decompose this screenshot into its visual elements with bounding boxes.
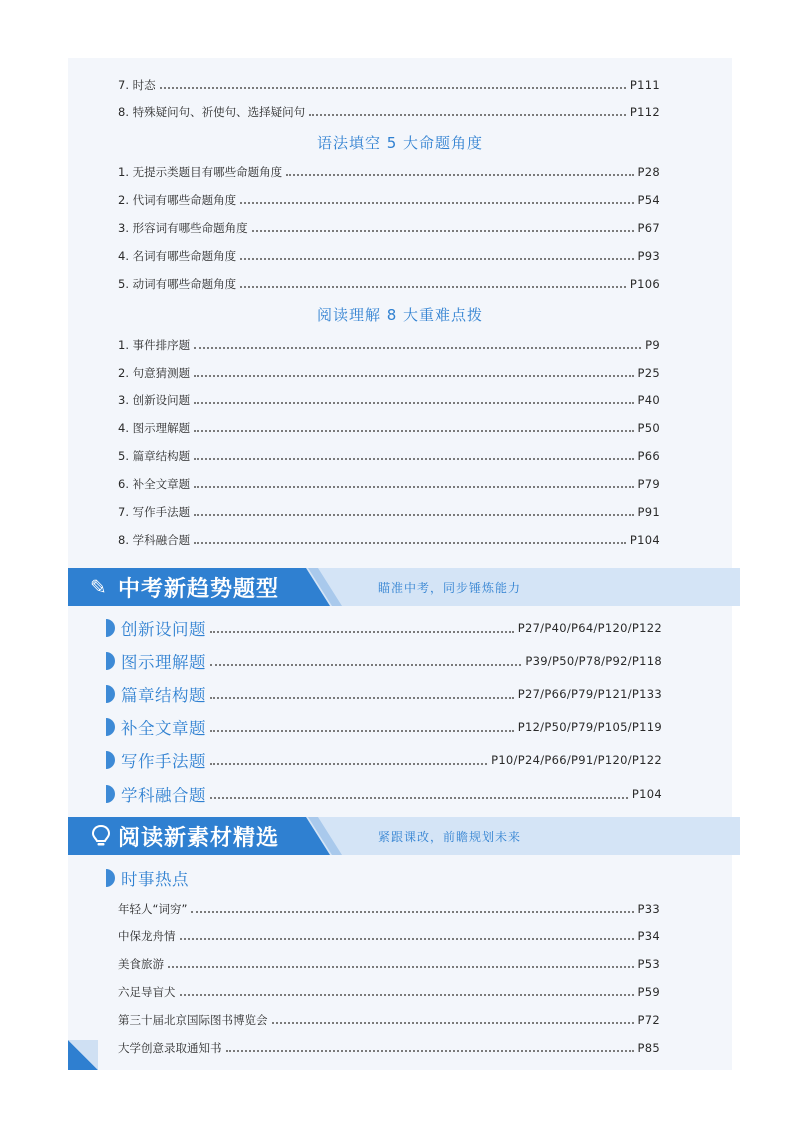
bullet-marker	[106, 652, 115, 670]
toc-row[interactable]	[118, 1038, 660, 1058]
toc-page: P54	[637, 193, 660, 207]
toc-label: 2. 句意猜测题	[118, 366, 191, 380]
toc-page: P93	[637, 249, 660, 263]
leader-dots	[194, 486, 633, 488]
toc-label: 3. 形容词有哪些命题角度	[118, 221, 248, 235]
section-heading-reading: 阅读理解 8 大重难点拨	[316, 306, 484, 324]
toc-page: P25	[637, 366, 660, 380]
leader-dots	[191, 911, 633, 913]
toc-page: P34	[637, 929, 660, 943]
toc-page: P28	[637, 165, 660, 179]
leader-dots	[210, 631, 514, 633]
leader-dots	[194, 514, 633, 516]
toc-page: P53	[637, 957, 660, 971]
toc-row[interactable]	[118, 75, 660, 95]
topic-row[interactable]	[106, 714, 662, 740]
toc-row[interactable]	[118, 335, 660, 355]
topic-row[interactable]	[106, 648, 662, 674]
toc-label: 7. 时态	[118, 78, 156, 92]
leader-dots	[226, 1050, 634, 1052]
topic-pages: P12/P50/P79/P105/P119	[517, 720, 662, 734]
leader-dots	[309, 114, 626, 116]
leader-dots	[210, 730, 514, 732]
toc-label: 4. 名词有哪些命题角度	[118, 249, 237, 263]
topic-label: 写作手法题	[121, 752, 206, 771]
subsection-title: 时事热点	[121, 870, 189, 889]
topic-row[interactable]	[106, 681, 662, 707]
banner-slogan: 紧跟课改，前瞻规划未来	[378, 830, 522, 844]
toc-row[interactable]	[118, 926, 660, 946]
toc-label: 年轻人“词穷”	[118, 902, 188, 916]
toc-label: 1. 事件排序题	[118, 338, 191, 352]
topic-label: 篇章结构题	[121, 686, 206, 705]
leader-dots	[210, 797, 628, 799]
toc-label: 美食旅游	[118, 957, 164, 971]
toc-page: P106	[629, 277, 660, 291]
banner-title: 阅读新素材精选	[118, 826, 280, 851]
toc-label: 5. 篇章结构题	[118, 449, 191, 463]
topic-label: 补全文章题	[121, 719, 206, 738]
toc-row[interactable]	[118, 899, 660, 919]
topic-row[interactable]	[106, 615, 662, 641]
banner-title: 中考新趋势题型	[118, 577, 280, 602]
toc-row[interactable]	[118, 218, 660, 238]
leader-dots	[240, 258, 633, 260]
leader-dots	[240, 286, 626, 288]
toc-page: P59	[637, 985, 660, 999]
toc-row[interactable]	[118, 474, 660, 494]
leader-dots	[194, 430, 633, 432]
topic-label: 图示理解题	[121, 653, 206, 672]
toc-row[interactable]	[118, 954, 660, 974]
topic-row[interactable]	[106, 747, 662, 773]
topic-pages: P27/P40/P64/P120/P122	[517, 621, 662, 635]
toc-page: P40	[637, 393, 660, 407]
lightbulb-icon	[90, 824, 114, 848]
leader-dots	[194, 458, 633, 460]
toc-row[interactable]	[118, 1010, 660, 1030]
toc-page: P104	[629, 533, 660, 547]
toc-row[interactable]	[118, 446, 660, 466]
leader-dots	[272, 1022, 634, 1024]
leader-dots	[194, 375, 633, 377]
toc-row[interactable]	[118, 390, 660, 410]
toc-label: 中保龙舟情	[118, 929, 176, 943]
banner-new-trends	[68, 568, 740, 606]
leader-dots	[210, 664, 521, 666]
leader-dots	[210, 763, 487, 765]
toc-page: P50	[637, 421, 660, 435]
toc-row[interactable]	[118, 162, 660, 182]
toc-page: P111	[629, 78, 660, 92]
toc-row[interactable]	[118, 530, 660, 550]
topic-label: 创新设问题	[121, 620, 206, 639]
toc-page: P79	[637, 477, 660, 491]
leader-dots	[252, 230, 634, 232]
bullet-marker	[106, 869, 115, 887]
toc-label: 六足导盲犬	[118, 985, 176, 999]
section-heading-grammar: 语法填空 5 大命题角度	[316, 134, 484, 152]
toc-row[interactable]	[118, 274, 660, 294]
toc-page: P66	[637, 449, 660, 463]
toc-label: 5. 动词有哪些命题角度	[118, 277, 237, 291]
toc-label: 大学创意录取通知书	[118, 1041, 222, 1055]
banner-new-materials	[68, 817, 740, 855]
toc-row[interactable]	[118, 102, 660, 122]
bullet-marker	[106, 685, 115, 703]
bullet-marker	[106, 718, 115, 736]
leader-dots	[194, 542, 626, 544]
bullet-marker	[106, 751, 115, 769]
toc-row[interactable]	[118, 190, 660, 210]
subsection-heading	[106, 865, 662, 891]
leader-dots	[210, 697, 514, 699]
leader-dots	[160, 87, 626, 89]
toc-row[interactable]	[118, 982, 660, 1002]
topic-pages: P10/P24/P66/P91/P120/P122	[491, 753, 662, 767]
toc-row[interactable]	[118, 418, 660, 438]
toc-page: P33	[637, 902, 660, 916]
toc-page: P72	[637, 1013, 660, 1027]
toc-label: 1. 无提示类题目有哪些命题角度	[118, 165, 283, 179]
toc-page: P67	[637, 221, 660, 235]
leader-dots	[194, 402, 633, 404]
topic-pages: P104	[631, 787, 662, 801]
leader-dots	[194, 347, 641, 349]
page-curl-fold	[68, 1040, 98, 1070]
leader-dots	[180, 938, 634, 940]
toc-label: 3. 创新设问题	[118, 393, 191, 407]
leader-dots	[180, 994, 634, 996]
leader-dots	[286, 174, 633, 176]
toc-row[interactable]	[118, 502, 660, 522]
bullet-marker	[106, 619, 115, 637]
toc-label: 4. 图示理解题	[118, 421, 191, 435]
leader-dots	[168, 966, 634, 968]
toc-label: 8. 学科融合题	[118, 533, 191, 547]
topic-pages: P39/P50/P78/P92/P118	[525, 654, 662, 668]
topic-label: 学科融合题	[121, 786, 206, 805]
toc-page: P112	[629, 105, 660, 119]
topic-pages: P27/P66/P79/P121/P133	[517, 687, 662, 701]
banner-slogan: 瞄准中考，同步锤炼能力	[378, 581, 522, 595]
toc-label: 2. 代词有哪些命题角度	[118, 193, 237, 207]
leader-dots	[240, 202, 633, 204]
bullet-marker	[106, 785, 115, 803]
toc-page: P9	[645, 338, 660, 352]
toc-page: P91	[637, 505, 660, 519]
toc-row[interactable]	[118, 363, 660, 383]
lightbulb-icon-svg	[90, 824, 112, 848]
toc-page: P85	[637, 1041, 660, 1055]
toc-label: 6. 补全文章题	[118, 477, 191, 491]
toc-label: 第三十届北京国际图书博览会	[118, 1013, 268, 1027]
toc-label: 7. 写作手法题	[118, 505, 191, 519]
topic-row[interactable]	[106, 781, 662, 807]
pencil-icon: ✎	[90, 575, 107, 599]
toc-row[interactable]	[118, 246, 660, 266]
toc-label: 8. 特殊疑问句、祈使句、选择疑问句	[118, 105, 306, 119]
